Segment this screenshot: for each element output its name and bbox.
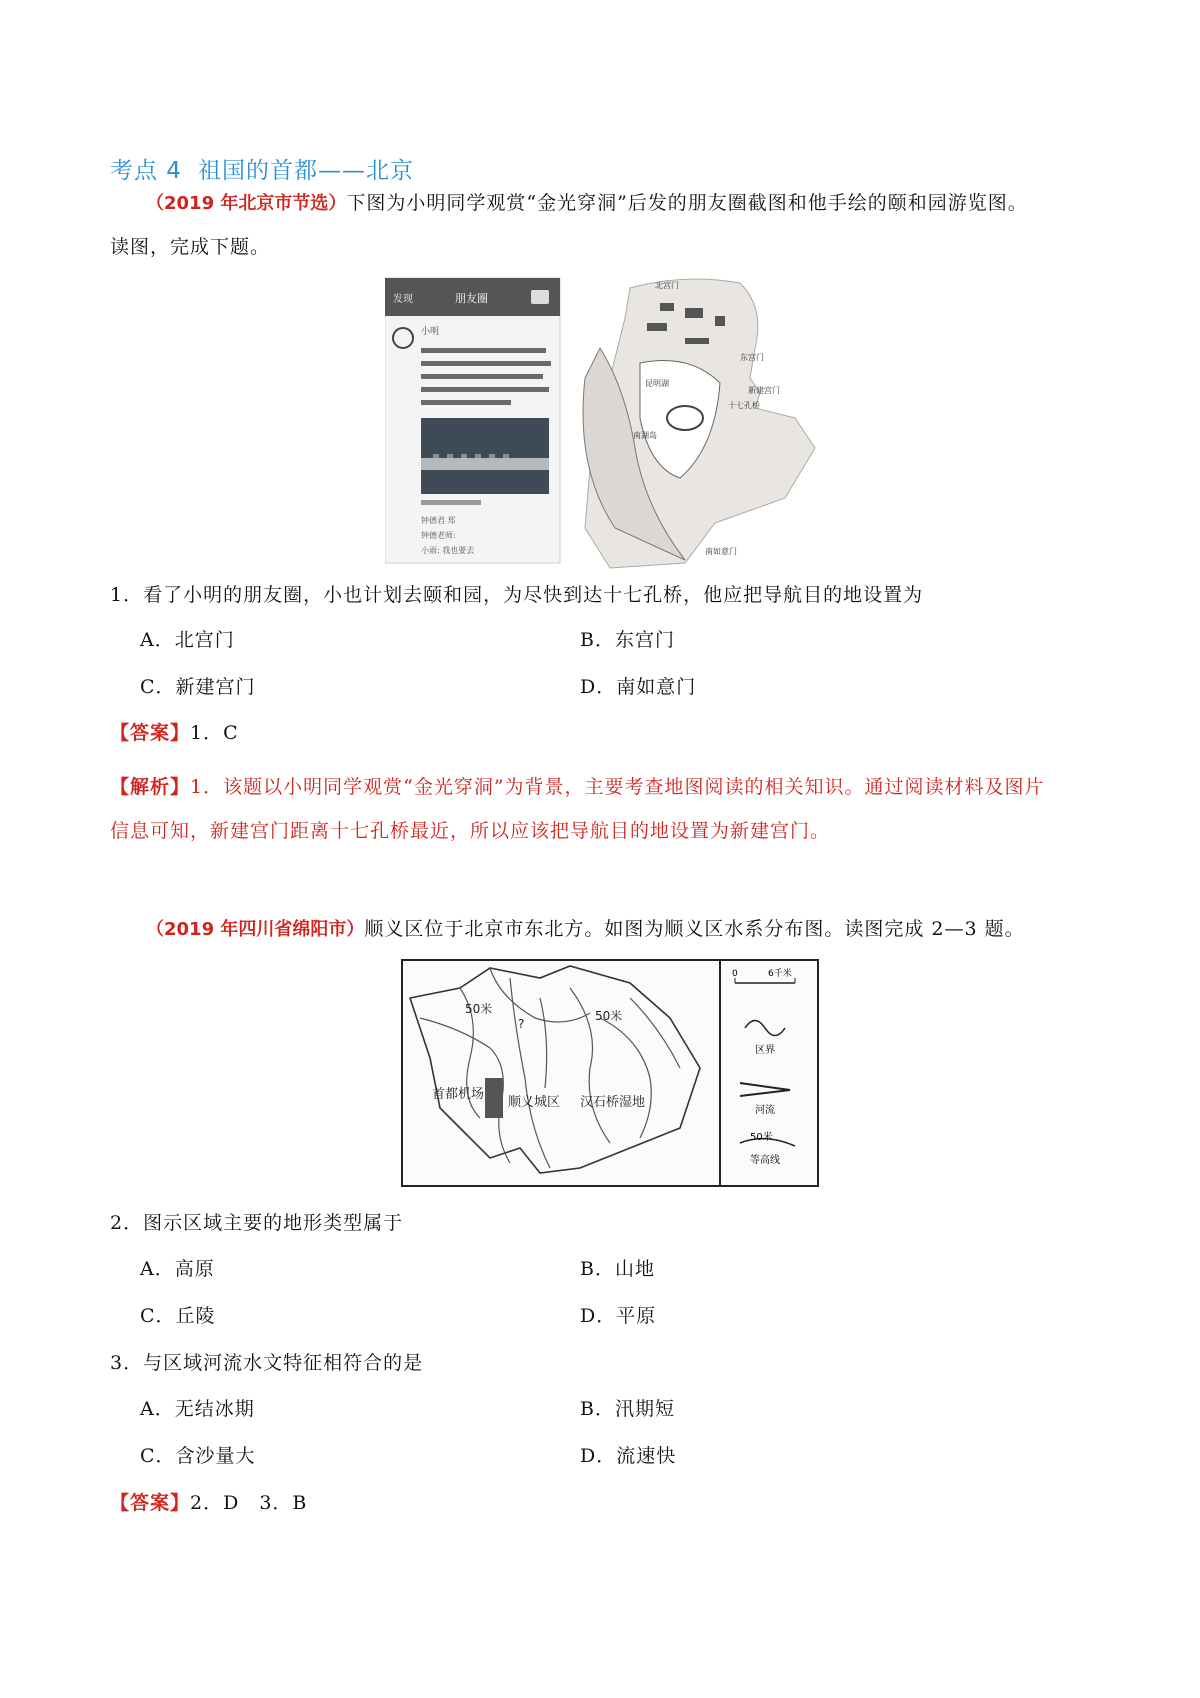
q2-option-d: D．平原 [580,1305,657,1327]
answer-tag-2: 【答案】 [110,1492,191,1514]
analysis-line-2: 信息可知，新建宫门距离十七孔桥最近，所以应该把导航目的地设置为新建宫门。 [110,820,831,842]
q3-option-b: B．汛期短 [580,1398,675,1420]
figure-2-svg [400,958,820,1188]
wechat-screenshot [385,278,560,563]
answer-text-2: 2．D 3．B [190,1492,308,1514]
likes-line: 钟德君 郑 [421,516,456,525]
analysis [110,774,1045,800]
back-label: 发现 [393,294,413,305]
answer-text: 1．C [190,722,239,744]
q2-option-c: C．丘陵 [140,1305,216,1327]
legend-contour-value: 50米 [750,1132,773,1143]
intro-continuation: 读图，完成下题。 [110,236,271,258]
map-south-lake: 南湖岛 [633,431,657,440]
district-label: 顺义城区 [508,1095,561,1110]
q2-option-a: A．高原 [140,1258,215,1280]
map-east-gate: 东宫门 [740,353,764,362]
map-new-gate: 新建宫门 [748,386,780,395]
figure-1 [385,268,835,570]
map-south-gate: 南如意门 [705,547,737,556]
q2-option-b: B．山地 [580,1258,655,1280]
q3-option-a: A．无结冰期 [140,1398,255,1420]
wetland-label: 汉石桥湿地 [580,1095,646,1110]
answer-2 [110,1490,307,1516]
figure-2 [400,958,820,1188]
answer-1 [110,720,239,746]
source-tag-2: （2019 年四川省绵阳市） [146,919,365,940]
comment-1: 钟德老师: [421,531,456,540]
q3-option-d: D．流速快 [580,1445,677,1467]
legend-boundary: 区界 [755,1045,775,1056]
legend-contour: 等高线 [750,1155,780,1166]
intro-text-2: 顺义区位于北京市东北方。如图为顺义区水系分布图。读图完成 2—3 题。 [364,918,1025,940]
airport-label: 首都机场 [432,1087,485,1102]
contour-label-right: 50米 [595,1009,623,1023]
map-north-gate: 北宫门 [655,281,679,290]
intro-text: 下图为小明同学观赏“金光穿洞”后发的朋友圈截图和他手绘的颐和园游览图。 [346,192,1028,214]
analysis-tag: 【解析】 [110,776,191,798]
map-bridge: 十七孔桥 [728,401,760,410]
scale-km: 6千米 [768,969,792,979]
poster-name: 小明 [421,327,440,337]
question-1-stem: 1．看了小明的朋友圈，小也计划去颐和园，为尽快到达十七孔桥，他应把导航目的地设置为 [110,584,924,606]
question-intro-1 [146,190,1028,217]
question-2-stem: 2．图示区域主要的地形类型属于 [110,1212,404,1234]
answer-tag: 【答案】 [110,722,191,744]
moments-title: 朋友圈 [455,292,488,305]
road-mark: ? [518,1017,525,1031]
legend-river: 河流 [755,1105,775,1116]
contour-label-left: 50米 [465,1002,493,1016]
source-tag: （2019 年北京市节选） [146,193,347,214]
q3-option-c: C．含沙量大 [140,1445,256,1467]
section-label: 考点 4 [110,158,182,184]
section-heading [110,152,414,185]
section-title: 祖国的首都——北京 [197,158,414,184]
q1-option-a: A．北宫门 [140,629,235,651]
q1-option-c: C．新建宫门 [140,676,256,698]
question-3-stem: 3．与区域河流水文特征相符合的是 [110,1352,424,1374]
question-intro-2 [146,916,1025,943]
scale-zero: 0 [732,969,738,979]
comment-2: 小雨: 我也要去 [421,546,475,555]
figure-1-svg [385,268,835,570]
q1-option-b: B．东宫门 [580,629,675,651]
analysis-line-1: 1．该题以小明同学观赏“金光穿洞”为背景，主要考查地图阅读的相关知识。通过阅读材料及图片 [190,776,1045,798]
map-lake: 昆明湖 [645,379,669,388]
summer-palace-map [580,268,835,570]
q1-option-d: D．南如意门 [580,676,697,698]
